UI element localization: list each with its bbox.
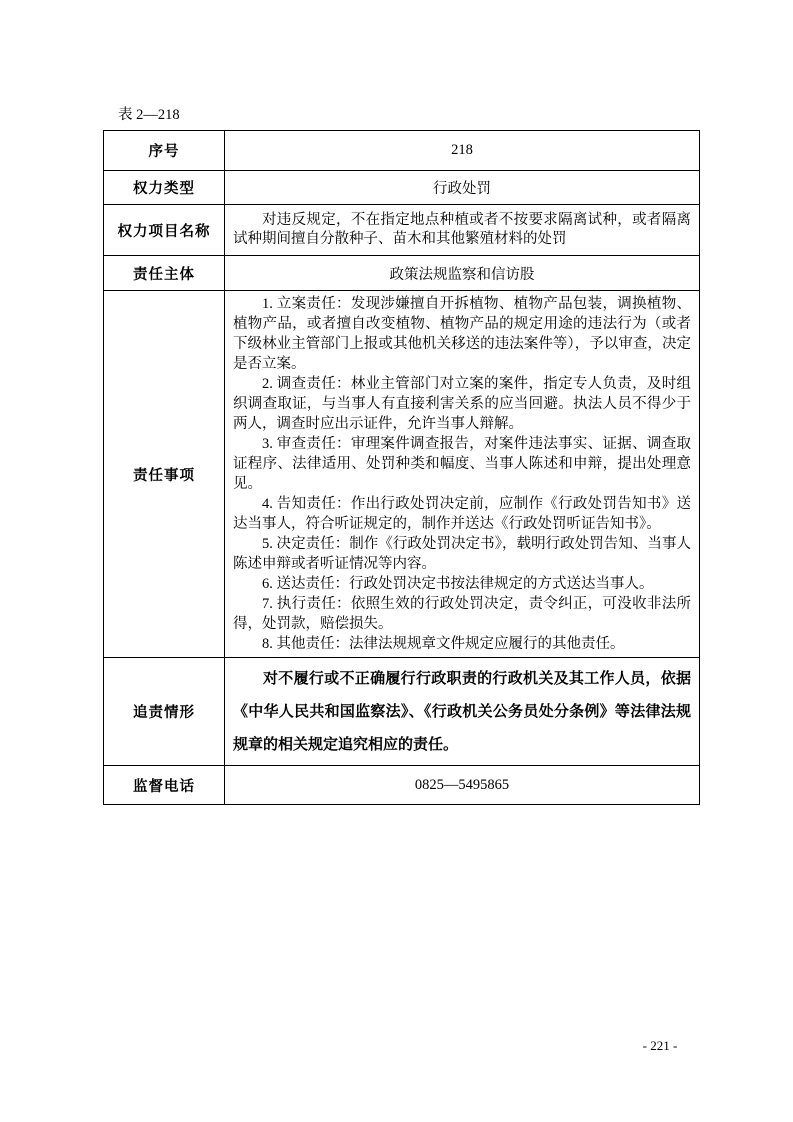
responsible-entity-value: 政策法规监察和信访股 <box>225 256 700 291</box>
row-label-accountability-circumstances: 追责情形 <box>104 658 225 766</box>
duty-item-2: 2. 调查责任：林业主管部门对立案的案件，指定专人负责，及时组织调查取证，与当事人有直接利害关系的应当回避。执法人员不得少于两人，调查时应出示证件，允许当事人辩解。 <box>233 376 691 432</box>
table-row-serial-number <box>104 131 700 171</box>
duty-item-3: 3. 审查责任：审理案件调查报告，对案件违法事实、证据、调查取证程序、法律适用、处罚种类和幅度、当事人陈述和申辩，提出处理意见。 <box>233 436 691 492</box>
power-item-name-text: 对违反规定，不在指定地点种植或者不按要求隔离试种，或者隔离试种期间擅自分散种子、苗木和其他繁殖材料的处罚 <box>233 212 691 247</box>
accountability-circumstances-value <box>225 658 700 766</box>
duty-item-6: 6. 送达责任：行政处罚决定书按法律规定的方式送达当事人。 <box>262 576 654 592</box>
row-label-serial-number: 序号 <box>104 131 225 171</box>
table-row-accountability-circumstances <box>104 658 700 766</box>
responsibility-matters-value <box>225 291 700 658</box>
serial-number-value: 218 <box>225 131 700 171</box>
duty-item-7: 7. 执行责任：依照生效的行政处罚决定，责令纠正，可没收非法所得，处罚款，赔偿损失。 <box>233 596 691 632</box>
page-number: - 221 - <box>642 1038 678 1053</box>
row-label-power-type: 权力类型 <box>104 171 225 205</box>
duty-item-4: 4. 告知责任：作出行政处罚决定前，应制作《行政处罚告知书》送达当事人，符合听证规定的，制作并送达《行政处罚听证告知书》。 <box>233 496 691 532</box>
row-label-supervision-phone: 监督电话 <box>104 766 225 805</box>
table-row-supervision-phone <box>104 766 700 805</box>
accountability-text: 对不履行或不正确履行行政职责的行政机关及其工作人员，依据《中华人民共和国监察法》、《行政机关公务员处分条例》等法律法规规章的相关规定追究相应的责任。 <box>233 670 691 753</box>
table-row-responsibility-matters <box>104 291 700 658</box>
supervision-phone-value: 0825—5495865 <box>225 766 700 805</box>
row-label-responsibility-matters: 责任事项 <box>104 291 225 658</box>
row-label-responsible-entity: 责任主体 <box>104 256 225 291</box>
duty-item-1: 1. 立案责任：发现涉嫌擅自开拆植物、植物产品包装，调换植物、植物产品，或者擅自改变植物、植物产品的规定用途的违法行为（或者下级林业主管部门上报或其他机关移送的违法案件等），予以审查，决定是否立案。 <box>233 296 691 372</box>
power-type-value: 行政处罚 <box>225 171 700 205</box>
power-item-name-value <box>225 205 700 256</box>
power-duty-table <box>103 130 700 805</box>
table-row-responsible-entity <box>104 256 700 291</box>
duty-item-8: 8. 其他责任：法律法规规章文件规定应履行的其他责任。 <box>262 636 625 652</box>
table-row-power-item-name <box>104 205 700 256</box>
duty-item-5: 5. 决定责任：制作《行政处罚决定书》，载明行政处罚告知、当事人陈述申辩或者听证情况等内容。 <box>233 536 691 572</box>
row-label-power-item-name: 权力项目名称 <box>104 205 225 256</box>
table-row-power-type <box>104 171 700 205</box>
table-caption: 表 2—218 <box>118 107 180 123</box>
